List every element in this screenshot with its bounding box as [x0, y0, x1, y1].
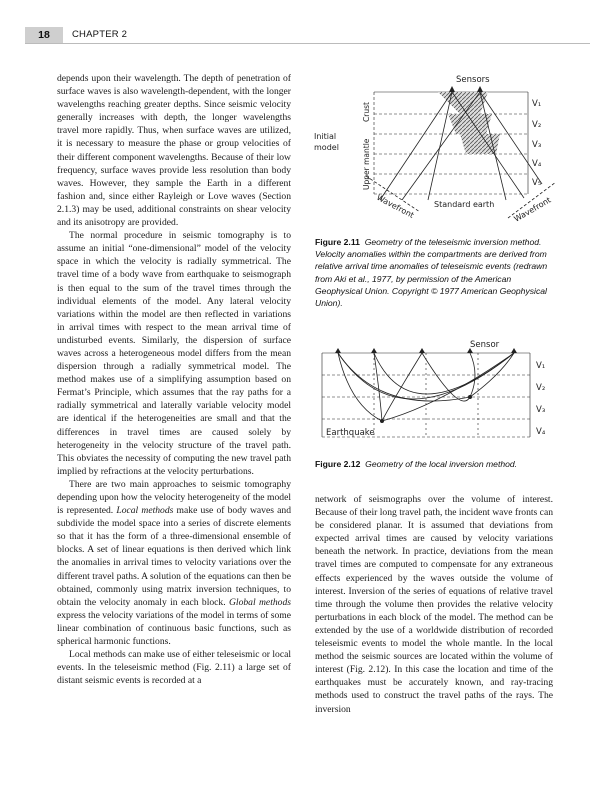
- left-paragraph-1: depends upon their wavelength. The depth of penetration of surface waves is also wavelength-dependent, with the longer wavelengths reaching greater depths. Since seismic velocity generally increases with depth, the longer wavelengths travel more rapidly. Thus, when surface waves are utilized, it is necessary to measure the phase or group velocities of their different component wavelengths. Because of their low frequency, surface waves provide less resolution than body waves. However, they sample the Earth in a different fashion and, since either Rayleigh or Love waves (Section 2.1.3) may be used, additional constraints on shear velocity and its anisotropy are provided.: [57, 73, 291, 229]
- fig212-caption-label: Figure 2.12: [315, 459, 361, 469]
- fig212-block-grid: [322, 353, 530, 437]
- fig211-v4-label: V₄: [532, 159, 542, 169]
- fig212-caption-text: Geometry of the local inversion method.: [365, 459, 518, 469]
- fig212-v2-label: V₂: [536, 383, 546, 393]
- figure-2-12-caption: [315, 458, 555, 470]
- figure-2-12-diagram: [310, 335, 560, 450]
- fig212-v3-label: V₃: [536, 405, 546, 415]
- left-text-column: [57, 72, 291, 687]
- header-rule: [25, 43, 590, 44]
- fig211-sensors-label: Sensors: [456, 75, 490, 85]
- p3-text-b: make use of body waves and subdivide the model space into a series of discrete elements so that it has the form of a three-dimensional ensemble of blocks. A set of linear equations is then derived which link the anomalies in arrival times to velocity variations over the different travel paths. A solution of the equations can then be obtained, commonly using matrix inversion techniques, to obtain the velocity anomaly in each block.: [57, 505, 291, 608]
- fig211-wavefront-left-label: Wavefront: [375, 192, 416, 221]
- fig211-wavefront-right-label: Wavefront: [512, 195, 553, 224]
- left-paragraph-3: [57, 478, 291, 648]
- fig212-earthquake-label: Earthquake: [326, 428, 375, 438]
- term-local-methods: Local methods: [116, 505, 174, 517]
- fig211-sensor-markers: [449, 86, 483, 92]
- fig211-upper-mantle-label: Upper mantle: [362, 138, 371, 190]
- fig212-v4-label: V₄: [536, 427, 546, 437]
- fig211-initial-label-1: Initial: [314, 132, 337, 141]
- term-global-methods: Global methods: [228, 596, 291, 608]
- p3-text-a: There are two main approaches to seismic tomography depending upon how the velocity heterogeneity of the model is represented.: [57, 478, 291, 517]
- page-number: 18: [38, 29, 50, 41]
- fig211-caption-text: Geometry of the teleseismic inversion method. Velocity anomalies within the compartments are derived from relative arrival time anomalies of teleseismic events (redrawn from Aki et al., 1977, by permission of the American Geophysical Union. Copyright © 1977 American Geophysical Union).: [315, 237, 548, 309]
- fig211-initial-label-2: model: [314, 143, 339, 152]
- figure-2-11-diagram: [310, 72, 560, 232]
- fig212-sensor-label: Sensor: [470, 340, 500, 350]
- right-text-column: [315, 493, 553, 716]
- fig211-v2-label: V₂: [532, 120, 542, 130]
- left-paragraph-2: The normal procedure in seismic tomography is to assume an initial “one-dimensional” model of the velocity space in which the velocity is radially symmetrical. The travel time of a body wave from earthquake to seismograph is then equal to the sum of the travel times through the individual elements of the model. Any lateral velocity variations within the model are then reflected in variations in arrival times with respect to the mean arrival time of undisturbed events. Similarly, the dispersion of surface waves across a heterogeneous model differs from the mean dispersion through a radially symmetrical model. The method makes use of a simplifying assumption based on Fermat’s Principle, which assumes that the ray paths for a radially symmetrical and laterally variable velocity model are identical if the heterogeneities are small and that the differences in travel times are caused solely by heterogeneity in the velocity structure of the travel path. This obviates the necessity of computing the new travel path implied by refractions at the velocity perturbations.: [57, 230, 291, 477]
- fig212-v1-label: V₁: [536, 361, 546, 371]
- fig211-block-grid: [374, 92, 528, 194]
- fig211-crust-label: Crust: [362, 102, 371, 122]
- fig211-v1-label: V₁: [532, 99, 542, 109]
- fig211-standard-earth-label: Standard earth: [434, 200, 495, 209]
- right-paragraph-1: network of seismographs over the volume of interest. Because of their long travel path, the incident wave fronts can be considered planar. It is assumed that deviations from expected arrival times are caused by velocity variations beneath the network. In practice, deviations from the mean travel times are computed to compensate for any extraneous effects experienced by the waves outside the volume of interest. Inversion of the series of equations of relative travel time through the volume then provides the relative velocity perturbations in each block of the model. The method can be extended by the use of a worldwide distribution of recorded teleseismic events to model the whole mantle. In the local method the seismic sources are located within the volume of interest (Fig. 2.12). In this case the location and time of the earthquakes must be accurately known, and ray-tracing methods used to construct the travel paths of the rays. The inversion: [315, 494, 553, 715]
- figure-2-11-caption: [315, 236, 555, 309]
- running-header-chapter: CHAPTER 2: [72, 29, 128, 40]
- fig211-v5-label: V₅: [532, 178, 542, 188]
- p3-text-c: express the velocity variations of the model in terms of some linear combination of continuous basic functions, such as spherical harmonic functions.: [57, 609, 291, 648]
- fig211-caption-label: Figure 2.11: [315, 237, 360, 247]
- fig211-anomaly-regions: [438, 92, 500, 154]
- left-paragraph-4: Local methods can make use of either teleseismic or local events. In the teleseismic method (Fig. 2.11) a large set of distant seismic events is recorded at a: [57, 649, 291, 687]
- fig211-v3-label: V₃: [532, 140, 542, 150]
